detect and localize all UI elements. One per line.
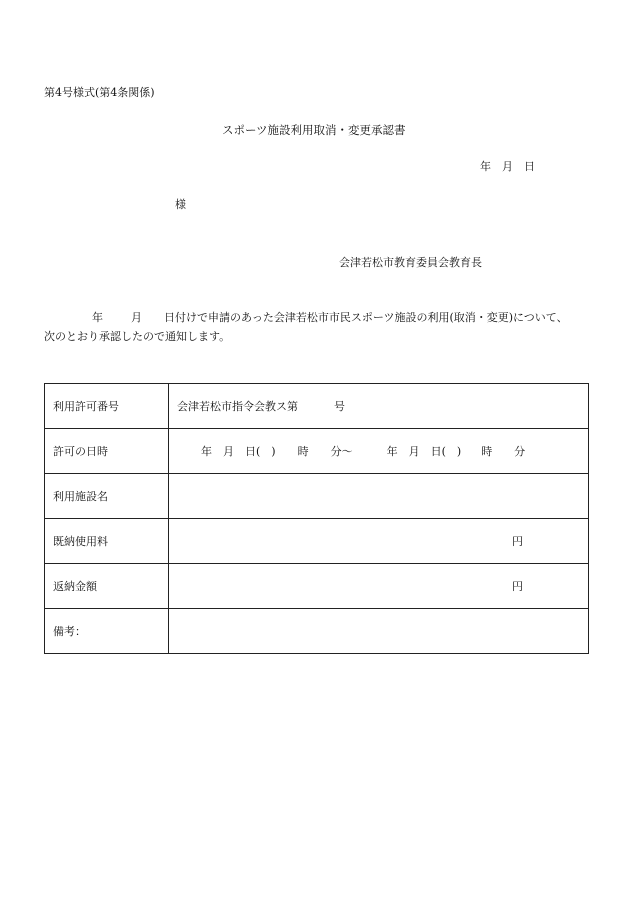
paid-fee-unit: 円	[512, 535, 523, 548]
issue-date-line: 年 月 日	[480, 160, 535, 173]
refund-amount-label: 返納金額	[45, 564, 169, 609]
facility-name-value	[169, 474, 589, 519]
table-row-permit-datetime	[45, 429, 589, 474]
document-title: スポーツ施設利用取消・変更承認書	[222, 123, 406, 137]
table-row-permit-number	[45, 384, 589, 429]
remarks-value	[169, 609, 589, 654]
table-row-refund-amount	[45, 564, 589, 609]
permit-number-prefix: 会津若松市指令会教ス第	[177, 400, 298, 413]
approval-details-table	[44, 383, 589, 654]
facility-name-label: 利用施設名	[45, 474, 169, 519]
refund-amount-value	[169, 564, 589, 609]
remarks-label: 備考：	[45, 609, 169, 654]
start-date: 年 月 日( )	[201, 445, 276, 458]
table-row-paid-fee	[45, 519, 589, 564]
form-number-label: 第4号様式(第4条関係)	[44, 86, 155, 99]
paid-fee-value	[169, 519, 589, 564]
end-time: 時 分	[481, 445, 526, 458]
refund-amount-unit: 円	[512, 580, 523, 593]
end-date: 年 月 日( )	[386, 445, 462, 458]
issuer-name: 会津若松市教育委員会教育長	[339, 256, 482, 269]
table-row-facility	[45, 474, 589, 519]
body-month-mark: 月	[131, 311, 142, 324]
permit-number-value	[169, 384, 589, 429]
paid-fee-label: 既納使用料	[45, 519, 169, 564]
permit-number-suffix: 号	[334, 400, 345, 413]
body-text-line-1	[92, 311, 568, 325]
addressee-suffix: 様	[175, 198, 186, 211]
body-text-line-2: 次のとおり承認したので通知します。	[44, 330, 231, 343]
body-year-mark: 年	[92, 311, 103, 324]
permit-number-label: 利用許可番号	[45, 384, 169, 429]
table-row-remarks	[45, 609, 589, 654]
body-line1-text: 日付けで申請のあった会津若松市市民スポーツ施設の利用(取消・変更)について、	[164, 311, 568, 324]
permit-datetime-value	[169, 429, 589, 474]
permit-datetime-label: 許可の日時	[45, 429, 169, 474]
start-time: 時 分～	[297, 445, 353, 458]
